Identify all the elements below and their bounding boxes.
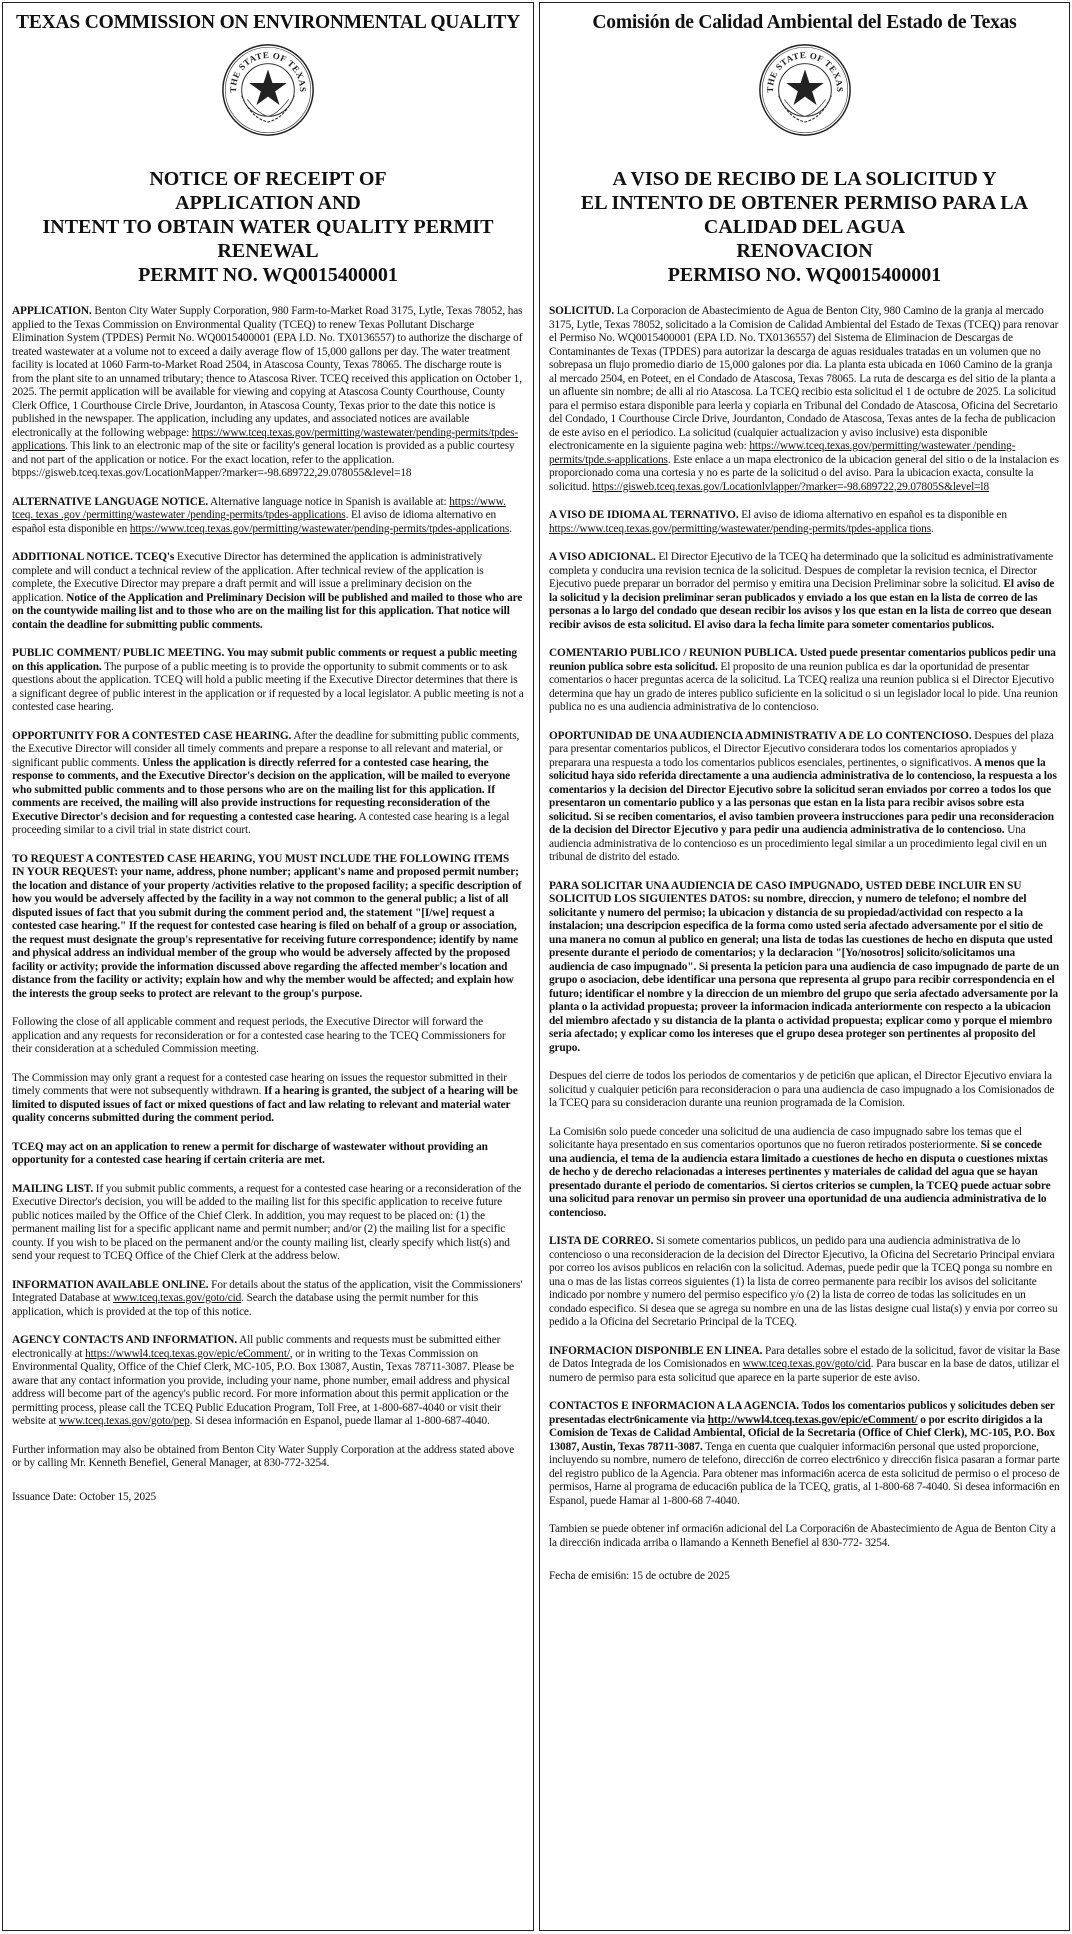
comision-solo-paragraph: La Comisi6n solo puede conceder una solicitud de una audiencia de caso impugnado sabre los temas que el solicitante haya presentado en sus comentarios oportunos que no fueron retirados posteriormente. Si se concede una audiencia, el tema de la audiencia estara limitado a cuestiones de hecho en disputa o cuestiones mixtas de hecho y de derecho relacionadas a intereses pertinentes y materiales de calidad del agua que se hayan presentado durante el periodo de comentarios. Si ciertos criterios se cumplen, la TCEQ puede actuar sobre una solicitud para renovar un permiso sin proveer una oportunidad de una audiencia administrativa de lo contencioso. bbox=[549, 1125, 1051, 1219]
solicitud-paragraph: SOLICITUD. La Corporacion de Abastecimiento de Agua de Benton City, 980 Camino de la granja al mercado 3175, Lytle, Texas 78052, solicitado a la Comision de Calidad Ambiental del Estado de Texas (TCEQ) para renovar el Permiso No. WQ0015400001 (EPA I.D. No. TX0136557) del Sistema de Eliminacion de Descargas de Contaminantes de Texas (TPDES) para autorizar la descarga de aguas residuales tratadas en un volumen que no sobrepasa un flujo promedio diario de 15,000 galones por dia. La planta esta ubicada en 1060 Camino de la granja al mercado 2504, en Poteet, en el Condado de Atascosa, Texas 78065. La ruta de descarga es del sitio de la planta a un afluente sin nombre; de alli al rio Atascosa. La TCEQ recibio esta solicitud el 1 de octubre de 2025. La solicitud para el permiso estara disponible para leerla y copiarla en Tribunal del Condado de Atascosa, Oficina del Secretario del Condado, 1 Courthouse Circle Drive, Jourdanton, Condado de Atascosa, Texas antes de la fecha de publicacion de este aviso en el periodico. La solicitud (cualquier actualizacion y aviso inclusive) esta disponible electronicamente en la siguiente pagina web: https://www.tceq.texas.gov/permitting/wastewater /pending-permits/tpde.s-applications. Este enlace a un mapa electronico de la ubicacion general del sitio o de la instalacion es proporcionado coma una cortesia y no es parte de la solicitud o del aviso. Para la ubicacion exacta, consulte la solicitud. https://gisweb.tceq.texas.gov/Locationlvlapper/?marker=-98.689722,29.07805S&level=l8 bbox=[549, 305, 1059, 493]
cid-link[interactable]: www.tceq.texas.gov/goto/cid bbox=[113, 1292, 242, 1304]
alternative-language-heading: ALTERNATIVE LANGUAGE NOTICE. bbox=[12, 495, 208, 508]
spanish-column bbox=[539, 2, 1070, 1931]
title-line: APPLICATION AND bbox=[175, 192, 361, 214]
public-comment-paragraph: PUBLIC COMMENT/ PUBLIC MEETING. You may submit public comments or request a public meeting on this application. The purpose of a public meeting is to provide the opportunity to submit comments or to ask questions about the application. TCEQ will hold a public meeting if the Executive Director determines that there is a significant degree of public interest in the application or if requested by a local legislator. A public meeting is not a contested case hearing. bbox=[12, 647, 524, 713]
fecha-emision: Fecha de emisi6n: 15 de octubre de 2025 bbox=[549, 1570, 730, 1582]
alternative-language-paragraph: ALTERNATIVE LANGUAGE NOTICE. Alternative language notice in Spanish is available at: https://www. tceq. texas .gov /permitting/wastewater /pending-permits/tpdes-applications. El aviso de idioma alternativo en español esta disponible en https://www.tceq.texas.gov/permitting/wastewater/pending-permits/tpdes-applications. bbox=[12, 495, 512, 535]
svg-text:THE STATE OF TEXAS: THE STATE OF TEXAS bbox=[227, 49, 308, 93]
information-online-paragraph: INFORMATION AVAILABLE ONLINE. For details about the status of the application, visit the Commissioners' Integrated Database at www.tceq.texas.gov/goto/cid. Search the database using the permit number for this application, which is provided at the top of this notice. bbox=[12, 1278, 523, 1318]
despues-cierre-paragraph: Despues del cierre de todos los periodos de comentarios y de petici6n que aplican, el Director Ejecutivo enviara la solicitud y cualquier petici6n para reconsideracion o para una audiencia de caso impugnado a los Comisionados de la TCEQ para su consideracion durante una reunion programada de la Comision. bbox=[549, 1070, 1055, 1109]
solicitud-heading: SOLICITUD. bbox=[549, 305, 615, 317]
applications-webpage-link[interactable]: https://www.tceq.texas.gov/permitting/wastewater/pending-permits/tpdes-applications bbox=[12, 426, 518, 452]
additional-notice-paragraph: ADDITIONAL NOTICE. TCEQ's Executive Director has determined the application is administratively complete and will conduct a technical review of the application. After technical review of the application is complete, the Executive Director may prepare a draft permit and will issue a preliminary decision on the application. Notice of the Application and Preliminary Decision will be published and mailed to those who are on the countywide mailing list and to those who are on the mailing list for this application. That notice will contain the deadline for submitting public comments. bbox=[12, 551, 523, 631]
further-info-paragraph: Further information may also be obtained from Benton City Water Supply Corporation at the address stated above or by calling Mr. Kenneth Benefiel, General Manager, at 830-772-3254. bbox=[12, 1443, 515, 1469]
title-line: A VISO DE RECIBO DE LA SOLICITUD Y bbox=[612, 168, 997, 190]
adicional-paragraph: A VISO ADICIONAL. El Director Ejecutivo de la TCEQ ha determinado que la solicitud es administrativamente completa y conducira una revision tecnica de la solicitud. Despues de completar la revision tecnica, el Director Ejecutivo puede preparar un borrador del permiso y emitira una Decision Preliminar sobre la solicitud. El aviso de la solicitud y la decision preliminar seran publicados y enviado a los que estan en la lista de correo de las personas a lo largo del condado que desean recibir los avisos y los que estan en la lista de correo que desean recibir avisos de esta solicitud. El aviso dara la fecha limite para someter comentarios publicos. bbox=[549, 551, 1055, 631]
contactos-paragraph: CONTACTOS E INFORMACION A LA AGENCIA. Todos los comentarios publicos y solicitudes deben ser presentadas electr6nicamente via http://wwwl4.tceq.texas.gov/epic/eComment/ o por escrito dirigidos a la Comision de Texas de Calidad Ambiental, Oficial de la Secretaria (Office of Chief Clerk), MC-105, P.O. Box 13087, Austin, Texas 78711-3087. Tenga en cuenta que cualquier informaci6n personal que usted proporcione, incluyendo su nombre, numero de telefono, direcci6n de correo electr6nico y direcci6n fisica pasaran a formar parte del registro publico de la Agencia. Para obtener mas informaci6n acerca de esta solicitud de permiso o el proceso de permisos, Harne al programa de educaci6n publica de la TCEQ, gratis, al 1-800-68 7-4040. Si desea informaci6n en Espanol, puede Hamar al 1-800-68 7-4040. bbox=[549, 1400, 1060, 1507]
application-paragraph: APPLICATION. Benton City Water Supply Corporation, 980 Farm-to-Market Road 3175, Lytle, Texas 78052, has applied to the Texas Commission on Environmental Quality (TCEQ) to renew Texas Pollutant Discharge Elimination System (TPDES) Permit No. WQ0015400001 (EPA I.D. No. TX0136557) to authorize the discharge of treated wastewater at a volume not to exceed a daily average flow of 15,000 gallons per day. The water treatment facility is located at 1060 Farm-to-Market Road 2504, in Atascosa County, Texas 78065. The discharge route is from the plant site to an unnamed tributary; thence to Atascosa River. TCEQ received this application on October 1, 2025. The permit application will be available for viewing and copying at Atascosa County Courthouse, County Clerk Office, 1 Courthouse Circle Drive, Jourdanton, in Atascosa County, Texas prior to the date this notice is published in the newspaper. The application, including any updates, and associated notices are available electronically at the following webpage: https://www.tceq.texas.gov/permitting/wastewater/pending-permits/tpdes-applications. This link to an electronic map of the site or facility's general location is provided as a public courtesy and not part of the application or notice. For the exact location, refer to the application. btpps://gisweb.tceq.texas.gov/LocationMapper/?marker=-98.689722,29.078055&level=18 bbox=[12, 305, 523, 479]
information-online-heading: INFORMATION AVAILABLE ONLINE. bbox=[12, 1278, 209, 1291]
notice-title-english bbox=[12, 167, 524, 287]
notice-body-spanish bbox=[549, 305, 1060, 1584]
agency-contacts-heading: AGENCY CONTACTS AND INFORMATION. bbox=[12, 1334, 238, 1346]
english-column bbox=[2, 2, 534, 1931]
pep-link[interactable]: www.tceq.texas.gov/goto/pep bbox=[59, 1415, 190, 1427]
title-line: NOTICE OF RECEIPT OF bbox=[149, 168, 387, 190]
agency-header-english: TEXAS COMMISSION ON ENVIRONMENTAL QUALITY bbox=[16, 12, 520, 33]
ecomment-link[interactable]: http://wwwl4.tceq.texas.gov/epic/eComment/ bbox=[707, 1413, 918, 1426]
public-comment-heading: PUBLIC COMMENT/ PUBLIC MEETING. You may submit public comments or request a public meeting on this application. bbox=[12, 647, 517, 673]
application-heading: APPLICATION. bbox=[12, 305, 92, 317]
commission-grant-paragraph: The Commission may only grant a request for a contested case hearing on issues the requestor submitted in their timely comments that were not subsequently withdrawn. If a hearing is granted, the subject of a hearing will be limited to disputed issues of fact or mixed questions of fact and law relating to relevant and material water quality concerns submitted during the comment period. bbox=[12, 1071, 518, 1124]
contested-case-paragraph: OPPORTUNITY FOR A CONTESTED CASE HEARING. After the deadline for submitting public comments, the Executive Director will consider all timely comments and prepare a response to all relevant and material, or significant public comments. Unless the application is directly referred for a contested case hearing, the response to comments, and the Executive Director's decision on the application, will be mailed to everyone who submitted public comments and to those persons who are on the mailing list for this application. If comments are received, the mailing will also provide instructions for requesting reconsideration of the Executive Director's decision and for requesting a contested case hearing. A contested case hearing is a legal proceeding similar to a civil trial in state district court. bbox=[12, 729, 520, 836]
oportunidad-paragraph: OPORTUNIDAD DE UNA AUDIENCIA ADMINISTRATIV A DE LO CONTENCIOSO. Despues del plaza para presentar comentarios publicos, el Director Ejecutivo considerara todos los comentarios apropiados y preparara una respuesta a todo los comentarios publicos esenciales, pertinentes, o significativos. A menos que la solicitud haya sido referida directamente a una audiencia administrativa de lo contencioso, la respuesta a los comentarios y la decision del Director Ejecutivo sobre la solicitud seran enviados por correo a todos los que presentaron un comentario publico y a las personas que estan en la lista para recibir avisos sobre esta solicitud. Si se reciben comentarios, el aviso tambien proveera instrucciones para pedir una reconsideracion de la decision del Director Ejecutivo y para pedir una audiencia administrativa de lo contencioso. Una audiencia administrativa de lo contencioso es un procedimiento legal similar a un procedimiento legal civil en un tribunal de distrito del estado. bbox=[549, 729, 1057, 863]
agency-contacts-paragraph: AGENCY CONTACTS AND INFORMATION. All public comments and requests must be submitted either electronically at https://wwwl4.tceq.texas.gov/epic/eComment/, or in writing to the Texas Commission on Environmental Quality, Office of the Chief Clerk, MC-105, P.O. Box 13087, Austin, Texas 78711-3087. Please be aware that any contact information you provide, including your name, phone number, email address and physical address will become part of the agency's public record. For more information about this permit application or the permitting process, please call the TCEQ Public Education Program, Toll Free, at 1-800-687-4040 or visit their website at www.tceq.texas.gov/goto/pep. Si desea información en Espanol, puede llamar al 1-800-687-4040. bbox=[12, 1334, 514, 1427]
notice-title-spanish bbox=[549, 167, 1060, 287]
ecomment-link[interactable]: https://wwwl4.tceq.texas.gov/epic/eComment/ bbox=[85, 1347, 290, 1360]
lista-correo-paragraph: LISTA DE CORREO. Si somete comentarios publicos, un pedido para una audiencia administrativa de lo contencioso o una reconsideracion de la decision del Director Ejecutivo, la Oficina del Secretario Principal enviara por correo los avisos publicos en relaci6n con la solicitud. Ademas, puede pedir que la TCEQ ponga su nombre en una o mas de las listas correos siguientes (1) la lista de correo permanente para recibir los avisos del solicitante indicado por nombre y numero del permiso especifico y/o (2) la lista de correo de todas las solicitudes en un condado especifico. Si desea que se agrega su nombre en una de las listas designe cual lista(s) y envia por correo su pedido a la Oficina del Secretario Principal de la TCEQ. bbox=[549, 1235, 1058, 1328]
applications-webpage-link[interactable]: https://www.tceq.texas.gov/permitting/wastewater /pending-permits/tpde.s-applications bbox=[549, 440, 1016, 466]
tambien-paragraph: Tambien se puede obtener inf ormaci6n adicional del La Corporaci6n de Abastecimiento de Agua de Benton City a la direcci6n indicada arriba o llamando a Kenneth Benefiel al 830-772- 3254. bbox=[549, 1523, 1056, 1549]
issuance-date: Issuance Date: October 15, 2025 bbox=[12, 1490, 157, 1503]
permit-number: PERMISO NO. WQ0015400001 bbox=[667, 264, 942, 286]
spanish-notice-link-2[interactable]: https://www.tceq.texas.gov/permitting/wastewater/pending-permits/tpdes-applications bbox=[129, 522, 510, 535]
request-items-paragraph: TO REQUEST A CONTESTED CASE HEARING, YOU MUST INCLUDE THE FOLLOWING ITEMS IN YOUR REQUEST: your name, address, phone number; applicant's name and proposed permit number; the location and distance of your property /activities relative to the proposed facility; a specific description of how you would be adversely affected by the facility in a way not common to the general public; a list of all disputed issues of fact that you submit during the comment period and, the statement "[I/we] request a contested case hearing." If the request for contested case hearing is filed on behalf of a group or association, the request must designate the group's representative for receiving future correspondence; identify by name and physical address an individual member of the group who would be adversely affected by the proposed facility or activity; provide the information discussed above regarding the affected member's location and distance from the facility or activity; explain how and why the member would be affected; and explain how the interests the group seeks to protect are relevant to the group's purpose. bbox=[12, 852, 522, 1000]
idioma-paragraph: A VISO DE IDIOMA AL TERNATIVO. El aviso de idioma alternativo en español es ta disponible en https://www.tceq.texas.gov/permitting/wastewater/pending-permits/tpdes-applica tions. bbox=[549, 509, 1007, 535]
notice-body-english bbox=[12, 305, 524, 1504]
lista-correo-heading: LISTA DE CORREO. bbox=[549, 1235, 654, 1247]
location-map-link[interactable]: btpps://gisweb.tceq.texas.gov/LocationMapper/?marker=-98.689722,29.078055&level=18 bbox=[12, 467, 412, 479]
spanish-notice-link[interactable]: https://www. tceq. texas .gov /permitting/wastewater /pending-permits/tpdes-applications bbox=[12, 495, 506, 521]
texas-state-seal-icon bbox=[221, 43, 315, 137]
idioma-heading: A VISO DE IDIOMA AL TERNATIVO. bbox=[549, 509, 739, 521]
informacion-linea-heading: INFORMACION DISPONIBLE EN LINEA. bbox=[549, 1344, 763, 1357]
adicional-heading: A VISO ADICIONAL. bbox=[549, 551, 656, 563]
cid-link[interactable]: www.tceq.texas.gov/goto/cid bbox=[742, 1358, 871, 1370]
svg-text:THE STATE OF TEXAS: THE STATE OF TEXAS bbox=[764, 49, 845, 93]
location-map-link[interactable]: https://gisweb.tceq.texas.gov/Locationlvlapper/?marker=-98.689722,29.07805S&level=l8 bbox=[592, 480, 989, 493]
title-line: CALIDAD DEL AGUA bbox=[703, 216, 906, 238]
following-close-paragraph: Following the close of all applicable comment and request periods, the Executive Director will forward the application and any requests for reconsideration or for a contested case hearing to the TCEQ Commissioners for their consideration at a scheduled Commission meeting. bbox=[12, 1016, 506, 1055]
spanish-notice-link[interactable]: https://www.tceq.texas.gov/permitting/wastewater/pending-permits/tpdes-applica tions bbox=[549, 522, 931, 535]
tceq-may-act-paragraph: TCEQ may act on an application to renew a permit for discharge of wastewater without providing an opportunity for a contested case hearing if certain criteria are met. bbox=[12, 1140, 488, 1166]
para-solicitar-paragraph: PARA SOLICITAR UNA AUDIENCIA DE CASO IMPUGNADO, USTED DEBE INCLUIR EN SU SOLICITUD LOS SIGUIENTES DATOS: su nombre, direccion, y numero de telefono; el nombre del solicitante y numero del permiso; la ubicacion y distancia de su propiedad/actividad con respecto a la instalacion; una descripcion especifica de la forma como usted seria afectado adversamente por el sitio de una manera no comun al publico en general; una lista de todas las cuestiones de hecho en disputa que usted presente durante el periodo de comentarios; y la declaracion "[Yo/nosotros] solicito/solicitamos una audiencia de caso impugnado". Si presenta la peticion para una audiencia de caso impugnado de parte de un grupo o asociacion, debe identificar una persona que representa al grupo para recibir correspondencia en el futuro; identificar el nombre y la direccion de un miembro del grupo que seria afectado adversamente por la planta o la actividad propuesta; proveer la informacion indicada anteriormente con respecto a la ubicacion del miembro afectado y su distancia de la planta o actividad propuesta; explicar como y porque el miembro seria afectado; y explicar como los intereses que el grupo desea proteger son pertinentes al proposito del grupo. bbox=[549, 879, 1060, 1054]
informacion-linea-paragraph: INFORMACION DISPONIBLE EN LINEA. Para detalles sobre el estado de la solicitud, favor de visitar la Base de Datos Integrada de los Comisionados en www.tceq.texas.gov/goto/cid. Para buscar en la base de datos, utilizar el numero de permiso para esta solicitud que aparece en la parte superior de este aviso. bbox=[549, 1344, 1060, 1384]
texas-state-seal-icon bbox=[758, 43, 852, 137]
comentario-paragraph: COMENTARIO PUBLICO / REUNION PUBLICA. Usted puede presentar comentarios publicos pedir una reunion publica sobre esta solicitud. El proposito de una reunion publica es dar la oportunidad de presentar comentarios o hacer preguntas acerca de la solicitud. La TCEQ realiza una reunion publica si el Director Ejecutivo determina que hay un grado de interes publico suficiente en la solicitud o si un legislador local lo pide. Una reunion publica no es una audiencia administrativa de lo contencioso. bbox=[549, 647, 1058, 713]
title-line: INTENT TO OBTAIN WATER QUALITY PERMIT bbox=[42, 216, 494, 238]
comentario-heading: COMENTARIO PUBLICO / REUNION PUBLICA. Usted puede presentar comentarios publicos pedir una reunion publica sobre esta solicitud. bbox=[549, 647, 1056, 673]
contactos-heading: CONTACTOS E INFORMACION A LA AGENCIA. Todos los comentarios publicos y solicitudes deben ser presentadas electr6nicamente via bbox=[549, 1400, 1055, 1426]
mailing-list-heading: MAILING LIST. bbox=[12, 1182, 94, 1195]
mailing-list-paragraph: MAILING LIST. If you submit public comments, a request for a contested case hearing or a reconsideration of the Executive Director's decision, you will be added to the mailing list for this specific application to receive future public notices mailed by the Office of the Chief Clerk. In addition, you may request to be placed on: (1) the permanent mailing list for a specific applicant name and permit number; and/or (2) the mailing list for a specific county. If you wish to be placed on the permanent and/or the county mailing list, clearly specify which list(s) and send your request to TCEQ Office of the Chief Clerk at the address below. bbox=[12, 1182, 522, 1262]
oportunidad-heading: OPORTUNIDAD DE UNA AUDIENCIA ADMINISTRATIV A DE LO CONTENCIOSO. bbox=[549, 729, 972, 742]
title-line: RENOVACION bbox=[736, 240, 873, 262]
agency-header-spanish: Comisión de Calidad Ambiental del Estado de Texas bbox=[592, 12, 1017, 33]
additional-notice-heading: ADDITIONAL NOTICE. TCEQ's bbox=[12, 551, 175, 563]
permit-number: PERMIT NO. WQ0015400001 bbox=[138, 264, 398, 286]
title-line: EL INTENTO DE OBTENER PERMISO PARA LA bbox=[580, 192, 1029, 214]
contested-case-heading: OPPORTUNITY FOR A CONTESTED CASE HEARING. bbox=[12, 729, 292, 742]
title-line: RENEWAL bbox=[217, 240, 319, 262]
